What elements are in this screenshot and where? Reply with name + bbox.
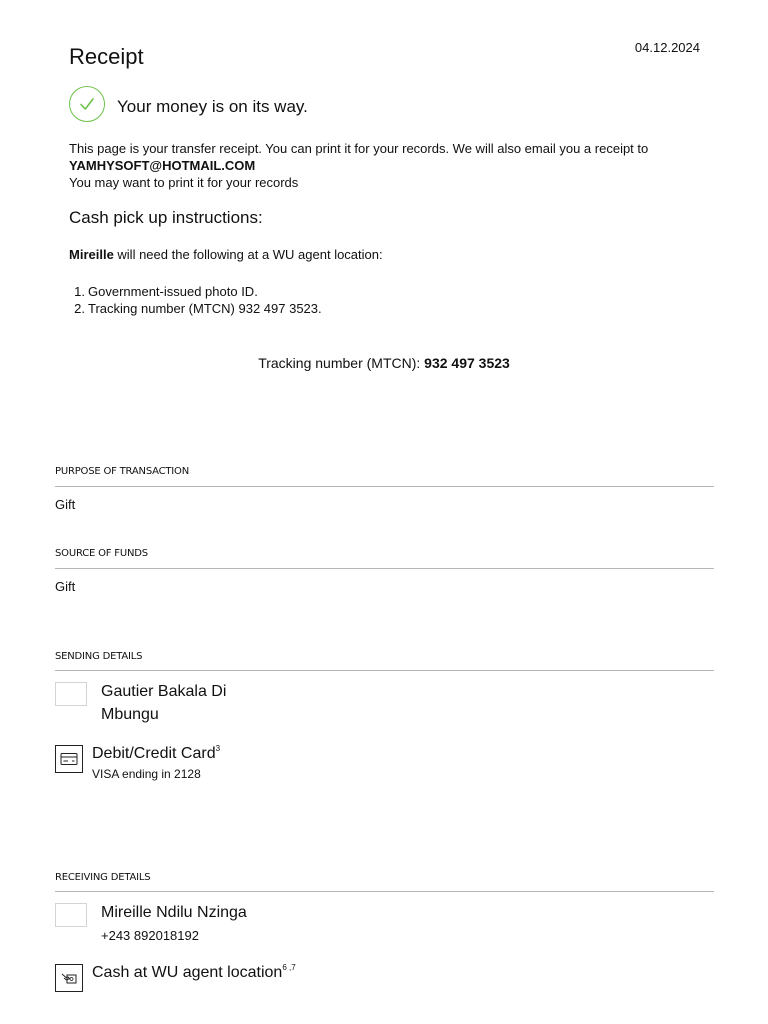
list-item-text: Tracking number (MTCN) 932 497 3523.	[88, 301, 322, 316]
purpose-value: Gift	[55, 497, 76, 512]
sender-name-line2: Mbungu	[101, 706, 159, 723]
credit-card-icon	[55, 745, 83, 773]
sender-name	[101, 680, 226, 726]
requirements-list	[69, 283, 322, 317]
receiving-method-label: Cash at WU agent location	[92, 964, 283, 981]
cash-pickup-title: Cash pick up instructions:	[69, 208, 263, 227]
receiving-label: RECEIVING DETAILS	[55, 872, 151, 883]
sending-method-label: Debit/Credit Card	[92, 745, 216, 762]
checkmark-icon	[69, 86, 105, 122]
list-number: 1.	[74, 284, 85, 299]
status-message: Your money is on its way.	[117, 97, 308, 116]
list-item	[69, 300, 322, 317]
cash-hand-icon	[55, 964, 83, 992]
receipt-intro	[69, 140, 729, 191]
receiving-method-title	[92, 964, 296, 982]
card-detail: VISA ending in 2128	[92, 767, 201, 781]
footnote-marker: 3	[215, 744, 221, 753]
list-item-text: Government-issued photo ID.	[88, 284, 258, 299]
list-number: 2.	[74, 301, 85, 316]
divider	[55, 486, 714, 487]
receiver-phone: +243 892018192	[101, 928, 199, 943]
source-value: Gift	[55, 579, 76, 594]
print-note: You may want to print it for your records	[69, 175, 299, 190]
purpose-label: PURPOSE OF TRANSACTION	[55, 466, 190, 477]
tracking-number-line	[0, 355, 768, 371]
sending-label: SENDING DETAILS	[55, 651, 143, 662]
receiver-avatar	[55, 903, 87, 927]
email-address: YAMHYSOFT@HOTMAIL.COM	[69, 158, 256, 173]
page-title: Receipt	[69, 44, 144, 69]
sending-method-title	[92, 745, 220, 763]
sender-avatar	[55, 682, 87, 706]
source-label: SOURCE OF FUNDS	[55, 548, 148, 559]
needs-text: will need the following at a WU agent location:	[113, 247, 383, 262]
list-item	[69, 283, 322, 300]
divider	[55, 568, 714, 569]
tracking-number: 932 497 3523	[424, 355, 510, 371]
receipt-date: 04.12.2024	[634, 40, 700, 55]
intro-text: This page is your transfer receipt. You can print it for your records. We will also email you a receipt to	[69, 141, 649, 156]
divider	[55, 891, 714, 892]
sender-name-line1: Gautier Bakala Di	[101, 683, 227, 700]
pickup-requirements-intro	[69, 247, 383, 262]
receiver-first-name: Mireille	[69, 247, 114, 262]
receiver-name: Mireille Ndilu Nzinga	[101, 904, 247, 921]
footnote-marker: 6 ,7	[282, 963, 296, 972]
divider	[55, 670, 714, 671]
tracking-label: Tracking number (MTCN):	[258, 355, 425, 371]
